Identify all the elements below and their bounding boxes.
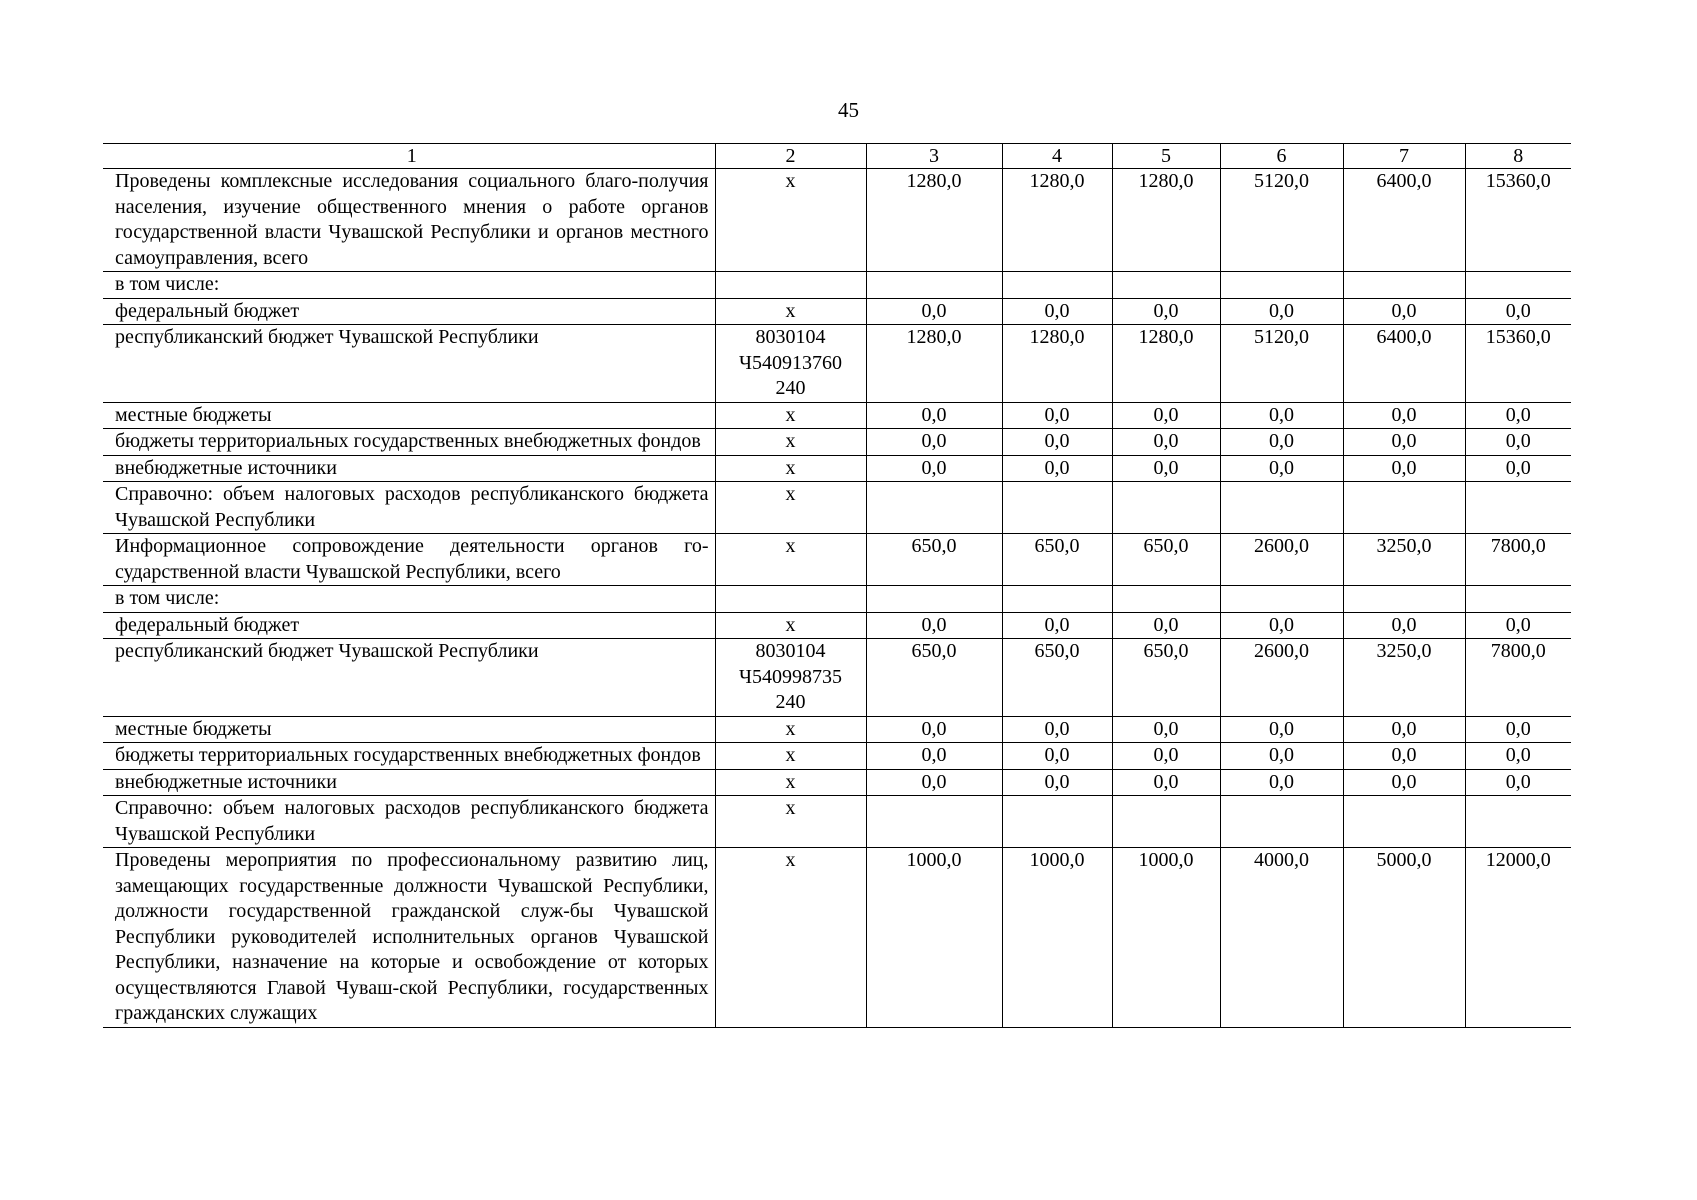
budget-code: х — [715, 769, 866, 796]
amount-cell: 2600,0 — [1220, 534, 1343, 586]
amount-cell: 0,0 — [1220, 769, 1343, 796]
table-row — [103, 848, 1571, 1028]
row-label: Проведены мероприятия по профессиональному развитию лиц, замещающих государственные должности Чувашской Республики, должности государственной гражданской служ-бы Чувашской Республики руководителей исполнительных органов Чувашской Республики, назначение на которые и освобождение от которых осуществляются Главой Чуваш-ской Республики, государственных гражданских служащих — [103, 848, 715, 1028]
amount-cell — [1220, 796, 1343, 848]
amount-cell: 1280,0 — [1002, 169, 1112, 272]
table-header-row — [103, 144, 1571, 169]
budget-table — [103, 143, 1571, 1028]
amount-cell — [866, 586, 1002, 613]
column-number-header: 5 — [1112, 144, 1220, 169]
amount-cell: 0,0 — [866, 455, 1002, 482]
amount-cell: 12000,0 — [1465, 848, 1571, 1028]
amount-cell: 1280,0 — [1112, 169, 1220, 272]
amount-cell: 1280,0 — [1112, 325, 1220, 403]
row-label: местные бюджеты — [103, 402, 715, 429]
amount-cell — [1465, 796, 1571, 848]
table-row — [103, 534, 1571, 586]
budget-table-body — [103, 144, 1571, 1028]
table-row — [103, 586, 1571, 613]
amount-cell: 1000,0 — [866, 848, 1002, 1028]
amount-cell — [866, 482, 1002, 534]
column-number-header: 4 — [1002, 144, 1112, 169]
budget-code — [715, 639, 866, 717]
amount-cell — [1112, 482, 1220, 534]
row-label: федеральный бюджет — [103, 612, 715, 639]
amount-cell — [1343, 482, 1465, 534]
amount-cell: 0,0 — [1002, 455, 1112, 482]
row-label: федеральный бюджет — [103, 298, 715, 325]
table-row — [103, 402, 1571, 429]
amount-cell: 0,0 — [1465, 429, 1571, 456]
amount-cell: 0,0 — [1002, 743, 1112, 770]
amount-cell — [1220, 482, 1343, 534]
budget-code-part: 240 — [775, 377, 806, 399]
table-row — [103, 429, 1571, 456]
amount-cell: 0,0 — [866, 612, 1002, 639]
amount-cell: 0,0 — [1343, 429, 1465, 456]
table-row — [103, 482, 1571, 534]
row-label: в том числе: — [103, 586, 715, 613]
amount-cell: 0,0 — [1112, 402, 1220, 429]
table-row — [103, 298, 1571, 325]
amount-cell: 1280,0 — [1002, 325, 1112, 403]
row-label: республиканский бюджет Чувашской Республики — [103, 639, 715, 717]
row-label: местные бюджеты — [103, 716, 715, 743]
amount-cell: 0,0 — [1112, 743, 1220, 770]
amount-cell — [1465, 586, 1571, 613]
amount-cell: 0,0 — [866, 743, 1002, 770]
amount-cell — [1465, 482, 1571, 534]
budget-code: х — [715, 298, 866, 325]
amount-cell — [1002, 272, 1112, 299]
row-label: республиканский бюджет Чувашской Республики — [103, 325, 715, 403]
amount-cell: 1280,0 — [866, 325, 1002, 403]
budget-code-part: 8030104 — [755, 640, 826, 662]
column-number-header: 6 — [1220, 144, 1343, 169]
amount-cell: 0,0 — [1343, 402, 1465, 429]
column-number-header: 1 — [103, 144, 715, 169]
amount-cell: 650,0 — [1112, 639, 1220, 717]
amount-cell: 0,0 — [866, 298, 1002, 325]
amount-cell: 0,0 — [866, 769, 1002, 796]
row-label: бюджеты территориальных государственных внебюджетных фондов — [103, 429, 715, 456]
table-row — [103, 796, 1571, 848]
amount-cell: 2600,0 — [1220, 639, 1343, 717]
amount-cell — [1112, 272, 1220, 299]
amount-cell — [1002, 586, 1112, 613]
amount-cell — [1220, 586, 1343, 613]
amount-cell: 3250,0 — [1343, 534, 1465, 586]
table-row — [103, 169, 1571, 272]
row-label: Информационное сопровождение деятельности органов го-сударственной власти Чувашской Республики, всего — [103, 534, 715, 586]
amount-cell: 0,0 — [1112, 298, 1220, 325]
amount-cell: 0,0 — [1112, 455, 1220, 482]
amount-cell: 0,0 — [1112, 716, 1220, 743]
amount-cell — [866, 796, 1002, 848]
amount-cell: 0,0 — [1002, 298, 1112, 325]
amount-cell: 0,0 — [1465, 769, 1571, 796]
amount-cell: 0,0 — [1002, 612, 1112, 639]
column-number-header: 8 — [1465, 144, 1571, 169]
amount-cell: 0,0 — [1002, 429, 1112, 456]
row-label: внебюджетные источники — [103, 455, 715, 482]
amount-cell — [1343, 272, 1465, 299]
amount-cell: 650,0 — [1112, 534, 1220, 586]
amount-cell: 650,0 — [1002, 534, 1112, 586]
budget-code-part: 8030104 — [755, 326, 826, 348]
amount-cell: 0,0 — [866, 716, 1002, 743]
amount-cell: 0,0 — [1220, 743, 1343, 770]
budget-code — [715, 586, 866, 613]
page-number: 45 — [838, 98, 859, 122]
amount-cell: 1000,0 — [1112, 848, 1220, 1028]
amount-cell: 0,0 — [866, 402, 1002, 429]
amount-cell: 0,0 — [1343, 298, 1465, 325]
amount-cell — [1343, 586, 1465, 613]
amount-cell: 0,0 — [1002, 402, 1112, 429]
budget-code — [715, 272, 866, 299]
row-label: Справочно: объем налоговых расходов республиканского бюджета Чувашской Республики — [103, 796, 715, 848]
amount-cell — [1112, 586, 1220, 613]
amount-cell: 650,0 — [866, 639, 1002, 717]
amount-cell: 0,0 — [1343, 743, 1465, 770]
amount-cell: 0,0 — [1465, 455, 1571, 482]
amount-cell: 15360,0 — [1465, 169, 1571, 272]
amount-cell — [1343, 796, 1465, 848]
budget-code: х — [715, 716, 866, 743]
column-number-header: 7 — [1343, 144, 1465, 169]
amount-cell: 0,0 — [1002, 769, 1112, 796]
amount-cell: 650,0 — [1002, 639, 1112, 717]
row-label: внебюджетные источники — [103, 769, 715, 796]
amount-cell: 4000,0 — [1220, 848, 1343, 1028]
amount-cell: 0,0 — [1465, 298, 1571, 325]
amount-cell: 0,0 — [1220, 298, 1343, 325]
amount-cell: 0,0 — [1343, 455, 1465, 482]
amount-cell: 3250,0 — [1343, 639, 1465, 717]
row-label: в том числе: — [103, 272, 715, 299]
amount-cell — [1112, 796, 1220, 848]
budget-code: х — [715, 743, 866, 770]
table-row — [103, 272, 1571, 299]
amount-cell: 15360,0 — [1465, 325, 1571, 403]
amount-cell: 0,0 — [1220, 612, 1343, 639]
amount-cell: 0,0 — [1465, 402, 1571, 429]
amount-cell: 0,0 — [866, 429, 1002, 456]
budget-code: х — [715, 848, 866, 1028]
budget-code — [715, 325, 866, 403]
amount-cell: 0,0 — [1220, 402, 1343, 429]
amount-cell — [1002, 482, 1112, 534]
budget-code-part: Ч540913760 — [739, 351, 842, 374]
column-number-header: 3 — [866, 144, 1002, 169]
budget-code: х — [715, 534, 866, 586]
row-label: Проведены комплексные исследования социального благо-получия населения, изучение общественного мнения о работе органов государственной власти Чувашской Республики и органов местного самоуправления, всего — [103, 169, 715, 272]
amount-cell: 1280,0 — [866, 169, 1002, 272]
amount-cell: 0,0 — [1465, 612, 1571, 639]
amount-cell: 6400,0 — [1343, 325, 1465, 403]
amount-cell: 1000,0 — [1002, 848, 1112, 1028]
amount-cell — [866, 272, 1002, 299]
amount-cell: 650,0 — [866, 534, 1002, 586]
amount-cell — [1465, 272, 1571, 299]
amount-cell: 5120,0 — [1220, 169, 1343, 272]
column-number-header: 2 — [715, 144, 866, 169]
amount-cell: 0,0 — [1112, 429, 1220, 456]
amount-cell: 7800,0 — [1465, 534, 1571, 586]
amount-cell: 0,0 — [1220, 455, 1343, 482]
table-row — [103, 769, 1571, 796]
budget-code: х — [715, 796, 866, 848]
table-row — [103, 325, 1571, 403]
budget-code: х — [715, 455, 866, 482]
amount-cell: 7800,0 — [1465, 639, 1571, 717]
row-label: Справочно: объем налоговых расходов республиканского бюджета Чувашской Республики — [103, 482, 715, 534]
amount-cell: 5000,0 — [1343, 848, 1465, 1028]
amount-cell: 6400,0 — [1343, 169, 1465, 272]
amount-cell — [1220, 272, 1343, 299]
amount-cell: 0,0 — [1343, 716, 1465, 743]
amount-cell: 0,0 — [1002, 716, 1112, 743]
amount-cell: 0,0 — [1465, 716, 1571, 743]
budget-code-part: 240 — [775, 691, 806, 713]
budget-code: х — [715, 429, 866, 456]
table-row — [103, 743, 1571, 770]
amount-cell: 0,0 — [1343, 769, 1465, 796]
amount-cell: 0,0 — [1112, 769, 1220, 796]
table-row — [103, 455, 1571, 482]
budget-code-part: Ч540998735 — [739, 665, 842, 688]
budget-code: х — [715, 612, 866, 639]
budget-code: х — [715, 482, 866, 534]
budget-code: х — [715, 402, 866, 429]
budget-code: х — [715, 169, 866, 272]
amount-cell: 0,0 — [1112, 612, 1220, 639]
table-row — [103, 612, 1571, 639]
row-label: бюджеты территориальных государственных внебюджетных фондов — [103, 743, 715, 770]
table-row — [103, 716, 1571, 743]
amount-cell: 0,0 — [1343, 612, 1465, 639]
amount-cell: 0,0 — [1465, 743, 1571, 770]
amount-cell: 5120,0 — [1220, 325, 1343, 403]
amount-cell: 0,0 — [1220, 716, 1343, 743]
table-row — [103, 639, 1571, 717]
amount-cell — [1002, 796, 1112, 848]
amount-cell: 0,0 — [1220, 429, 1343, 456]
